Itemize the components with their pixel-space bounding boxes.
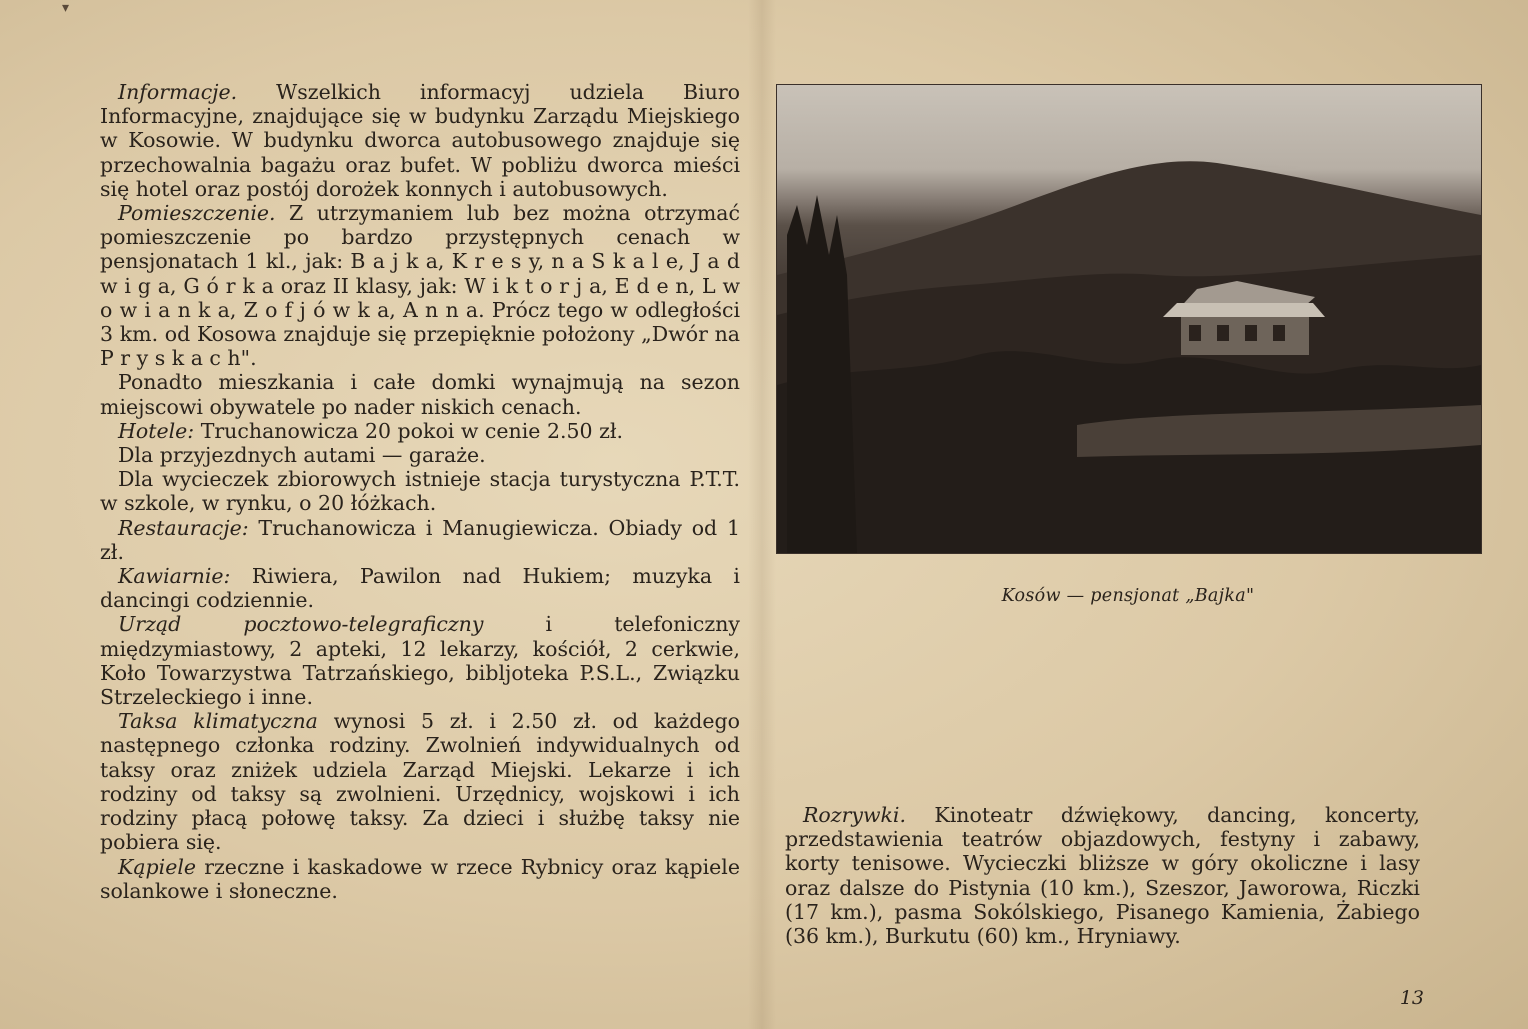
text-informacje: Wszelkich informacyj udziela Biuro Informacyjne, znajdujące się w budynku Zarządu Miejskiego w Kosowie. W budynku dworca autobusowego znajduje się przechowalnia bagażu oraz bufet. W pobliżu dworca mieści się hotel oraz postój dorożek konnych i autobusowych.	[100, 80, 740, 201]
text-hotele: Truchanowicza 20 pokoi w cenie 2.50 zł.	[194, 418, 624, 443]
text-urzad: i telefoniczny międzymiastowy, 2 apteki, 12 lekarzy, kościół, 2 cerkwie, Koło Towarzystwa Tatrzańskiego, bibljoteka P.S.L., Związku Strzeleckiego i inne.	[100, 612, 741, 710]
heading-kawiarnie: Kawiarnie:	[118, 564, 231, 589]
page-number: 13	[1399, 987, 1424, 1009]
left-trees	[787, 195, 857, 553]
paragraph-restauracje	[100, 516, 740, 564]
paragraph-wycieczki-zbiorowe: Dla wycieczek zbiorowych istnieje stacja turystyczna P.T.T. w szkole, w rynku, o 20 łóżkach.	[100, 467, 740, 516]
photo-illustration	[777, 85, 1481, 553]
paragraph-pomieszczenie	[100, 201, 740, 370]
text-kapiele: rzeczne i kaskadowe w rzece Rybnicy oraz kąpiele solankowe i słoneczne.	[100, 854, 740, 903]
heading-taksa: Taksa klimatyczna	[118, 709, 318, 734]
heading-rozrywki: Rozrywki.	[803, 803, 907, 827]
heading-restauracje: Restauracje:	[118, 515, 249, 540]
heading-kapiele: Kąpiele	[118, 854, 197, 879]
heading-informacje: Informacje.	[118, 80, 238, 104]
paragraph-urzad	[100, 612, 740, 709]
heading-pomieszczenie: Pomieszczenie.	[118, 201, 276, 226]
text-taksa: wynosi 5 zł. i 2.50 zł. od każdego następnego członka rodziny. Zwolnień indywidualnych od taksy oraz zniżek udziela Zarząd Miejski. Lekarze i ich rodziny od taksy są zwolnieni. Urzędnicy, wojskowi i ich rodziny płacą połowę taksy. Za dzieci i służbę taksy nie pobiera się.	[100, 709, 740, 855]
heading-hotele: Hotele:	[118, 418, 195, 443]
text-rozrywki: Kinoteatr dźwiękowy, dancing, koncerty, przedstawienia teatrów objazdowych, festyny i zabawy, korty tenisowe. Wycieczki bliższe w góry okoliczne i lasy oraz dalsze do Pistynia (10 km.), Szeszor, Jaworowa, Riczki (17 km.), pasma Sokólskiego, Pisanego Kamienia, Żabiego (36 km.), Burkutu (60) km., Hryniawy.	[785, 803, 1420, 949]
paragraph-taksa	[100, 709, 740, 854]
right-text-column	[785, 803, 1420, 948]
paragraph-kawiarnie	[100, 564, 740, 612]
heading-urzad: Urząd pocztowo-telegraficzny	[118, 612, 484, 637]
corner-mark: ▾	[62, 0, 70, 16]
paragraph-informacje	[100, 80, 740, 201]
photo-caption: Kosów — pensjonat „Bajka"	[1001, 586, 1255, 606]
paragraph-kapiele	[100, 855, 740, 903]
paragraph-garaze: Dla przyjezdnych autami — garaże.	[118, 443, 486, 468]
text-pomieszczenie: Z utrzymaniem lub bez można otrzymać pomieszczenie po bardzo przystępnych cenach w pensjonatach 1 kl., jak: B a j k a, K r e s y, n a S k a l e, J a d w i g a, G ó r k a oraz II klasy, jak: W i k t o r j a, E d e n, L w o w i a n k a, Z o f j ó w k a, A n n a. Prócz tego w odległości 3 km. od Kosowa znajduje się przepięknie położony „Dwór na P r y s k a c h".	[100, 201, 740, 371]
text-kawiarnie: Riwiera, Pawilon nad Hukiem; muzyka i dancingi codziennie.	[100, 564, 740, 613]
paragraph-rozrywki	[785, 803, 1420, 948]
left-text-column	[100, 80, 740, 903]
page-fold	[748, 0, 776, 1029]
paragraph-ponadto: Ponadto mieszkania i całe domki wynajmują na sezon miejscowi obywatele po nader niskich cenach.	[100, 370, 740, 419]
paragraph-hotele	[100, 419, 740, 443]
text-restauracje: Truchanowicza i Manugiewicza. Obiady od 1 zł.	[100, 515, 740, 564]
pensjonat-bajka-photo	[776, 84, 1482, 554]
